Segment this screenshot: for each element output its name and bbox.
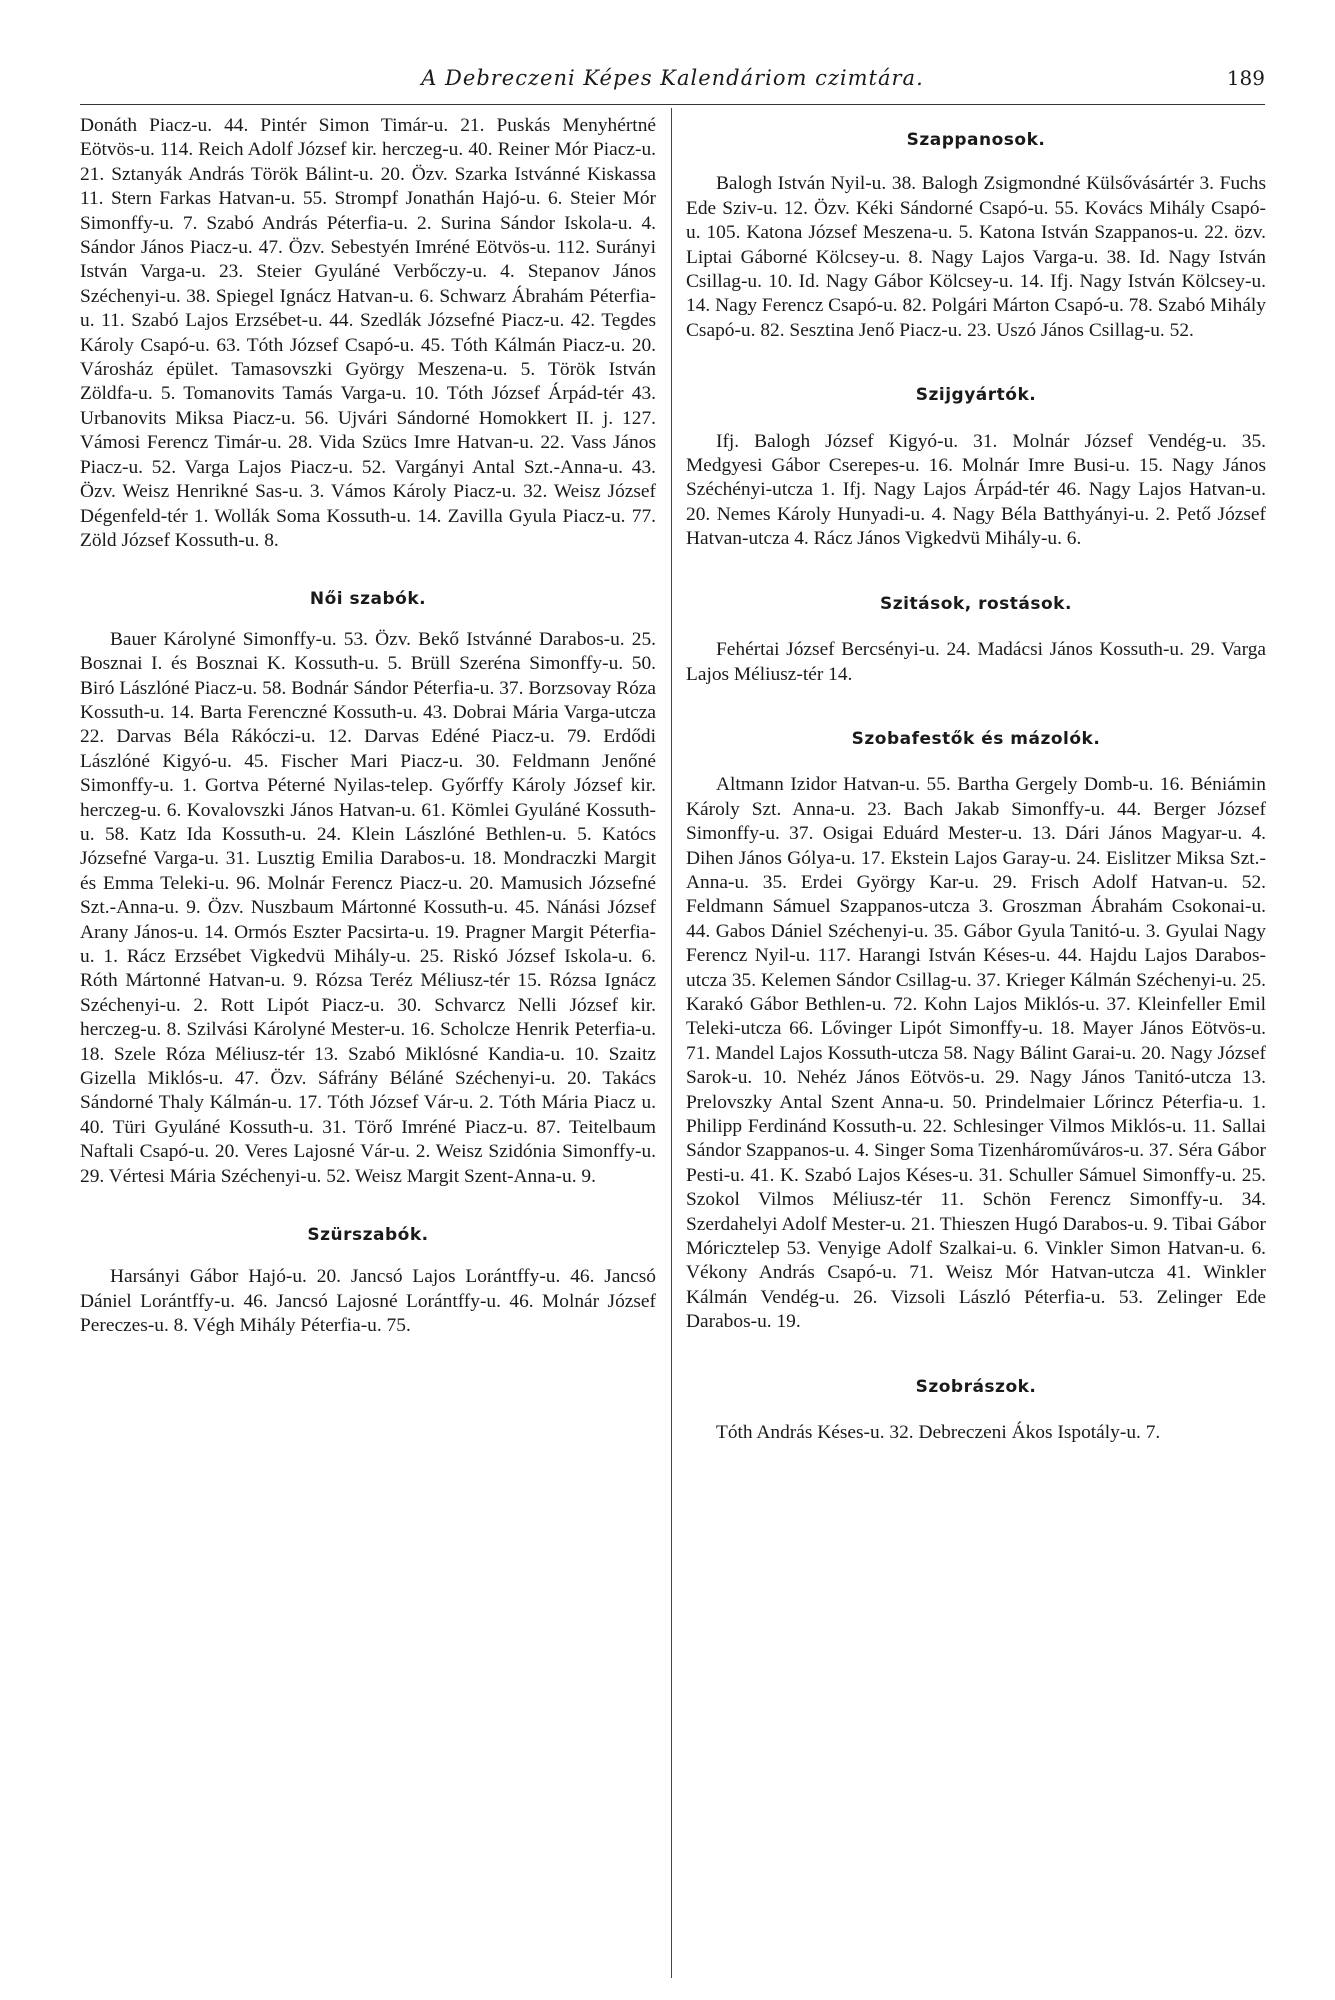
page-header [80,66,1265,106]
continued-entries: Donáth Piacz-u. 44. Pintér Simon Timár-u. 21. Puskás Menyhértné Eötvös-u. 114. Reich Adolf József kir. herczeg-u. 40. Reiner Mór Piacz-u. 21. Sztanyák András Török Bálint-u. 20. Özv. Szarka Istvánné Kiskassa 11. Stern Farkas Hatvan-u. 55. Strompf Jonathán Hajó-u. 6. Steier Mór Simonffy-u. 7. Szabó András Péterfia-u. 2. Surina Sándor Iskola-u. 4. Sándor János Piacz-u. 47. Özv. Sebestyén Imréné Eötvös-u. 112. Surányi István Varga-u. 23. Steier Gyuláné Verbőczy-u. 4. Stepanov János Széchenyi-u. 38. Spiegel Ignácz Hatvan-u. 6. Schwarz Ábrahám Péterfia-u. 11. Szabó Lajos Erzsébet-u. 44. Szedlák Józsefné Piacz-u. 42. Tegdes Károly Csapó-u. 63. Tóth József Csapó-u. 45. Tóth Kálmán Piacz-u. 20. Városház épület. Tamasovszki György Meszena-u. 5. Török István Zöldfa-u. 5. Tomanovits Tamás Varga-u. 10. Tóth József Árpád-tér 43. Urbanovits Miksa Piacz-u. 56. Ujvári Sándorné Homokkert II. j. 127. Vámosi Ferencz Timár-u. 28. Vida Szücs Imre Hatvan-u. 22. Vass János Piacz-u. 52. Varga Lajos Piacz-u. 52. Vargányi Antal Szt.-Anna-u. 43. Özv. Weisz Henrikné Sas-u. 3. Vámos Károly Piacz-u. 32. Weisz József Dégenfeld-tér 1. Wollák Soma Kossuth-u. 14. Zavilla Gyula Piacz-u. 77. Zöld József Kossuth-u. 8. [80,115,656,551]
section-heading-szobafestok: Szobafestők és mázolók. [851,728,1101,749]
page-number: 189 [1226,66,1265,90]
running-title: A Debreczeni Képes Kalendáriom czimtára. [421,66,924,90]
section-text-szijgyartok: Ifj. Balogh József Kigyó-u. 31. Molnár József Vendég-u. 35. Medgyesi Gábor Cserepes-u. 16. Molnár Imre Busi-u. 15. Nagy János Széchényi-utcza 1. Ifj. Nagy Lajos Árpád-tér 46. Nagy Lajos Hatvan-u. 20. Nemes Károly Hunyadi-u. 4. Nagy Béla Batthyányi-u. 2. Pető József Hatvan-utcza 4. Rácz János Vigkedvü Mihály-u. 6. [686,430,1266,550]
section-text-szitasok: Fehértai József Bercsényi-u. 24. Madácsi János Kossuth-u. 29. Varga Lajos Méliusz-tér 14. [686,639,1266,685]
left-column [80,114,656,1974]
section-heading-szitasok: Szitások, rostások. [880,593,1072,614]
section-text-szappanosok: Balogh István Nyil-u. 38. Balogh Zsigmondné Külsővásártér 3. Fuchs Ede Sziv-u. 12. Özv. Kéki Sándorné Csapó-u. 55. Kovács Mihály Csapó-u. 105. Katona József Meszena-u. 5. Katona István Szappanos-u. 22. özv. Liptai Gáborné Kölcsey-u. 8. Nagy Lajos Varga-u. 38. Id. Nagy István Csillag-u. 10. Id. Nagy Gábor Kölcsey-u. 14. Ifj. Nagy István Kölcsey-u. 14. Nagy Ferencz Csapó-u. 82. Polgári Márton Csapó-u. 78. Szabó Mihály Csapó-u. 82. Sesztina Jenő Piacz-u. 23. Uszó János Csillag-u. 52. [686,173,1267,341]
section-heading-noi-szabok: Női szabók. [309,589,427,610]
section-text-szurszabok: Harsányi Gábor Hajó-u. 20. Jancsó Lajos Lorántffy-u. 46. Jancsó Dániel Lorántffy-u. 46. Jancsó Lajosné Lorántffy-u. 46. Molnár József Pereczes-u. 8. Végh Mihály Péterfia-u. 75. [80,1266,656,1337]
section-heading-szurszabok: Szürszabók. [307,1225,429,1246]
section-text-szobafestok: Altmann Izidor Hatvan-u. 55. Bartha Gergely Domb-u. 16. Béniámin Károly Szt. Anna-u. 23. Bach Jakab Simonffy-u. 44. Berger József Simonffy-u. 37. Osigai Eduárd Mester-u. 13. Dári János Magyar-u. 4. Dihen János Gólya-u. 17. Ekstein Lajos Garay-u. 24. Eislitzer Miksa Szt.-Anna-u. 35. Erdei György Kar-u. 29. Frisch Adolf Hatvan-u. 52. Feldmann Sámuel Szappanos-utcza 3. Groszman Ábrahám Csokonai-u. 44. Gabos Dániel Széchenyi-u. 35. Gábor Gyula Tanitó-u. 3. Gyulai Nagy Ferencz Nyil-u. 117. Harangi István Késes-u. 44. Hajdu Lajos Darabos-utcza 35. Kelemen Sándor Csillag-u. 37. Krieger Kálmán Széchenyi-u. 25. Karakó Gábor Bethlen-u. 72. Kohn Lajos Miklós-u. 37. Kleinfeller Emil Teleki-utcza 66. Lővinger Lipót Simonffy-u. 18. Mayer János Eötvös-u. 71. Mandel Lajos Kossuth-utcza 58. Nagy Bálint Garai-u. 20. Nagy József Sarok-u. 10. Nehéz János Eötvös-u. 29. Nagy János Tanitó-utcza 13. Prelovszky Antal Szent Anna-u. 50. Prindelmaier Lőrincz Péterfia-u. 1. Philipp Ferdinánd Kossuth-u. 22. Schlesinger Vilmos Miklós-u. 11. Sallai Sándor Szappanos-u. 4. Singer Soma Tizenhároműváros-u. 37. Séra Gábor Pesti-u. 41. K. Szabó Lajos Késes-u. 31. Schuller Sámuel Simonffy-u. 25. Szokol Vilmos Méliusz-tér 11. Schön Ferencz Simonffy-u. 34. Szerdahelyi Adolf Mester-u. 21. Thieszen Hugó Darabos-u. 9. Tibai Gábor Móricztelep 53. Venyige Adolf Szalkai-u. 6. Vinkler Simon Hatvan-u. 6. Vékony András Csapó-u. 71. Weisz Mór Hatvan-utcza 41. Winkler Kálmán Vendég-u. 26. Vizsoli László Péterfia-u. 53. Zelinger Ede Darabos-u. 19. [686,774,1266,1333]
right-column [686,114,1266,1974]
column-divider [671,108,672,1978]
section-text-noi-szabok: Bauer Károlyné Simonffy-u. 53. Özv. Bekő Istvánné Darabos-u. 25. Bosznai I. és Bosznai K. Kossuth-u. 5. Brüll Szeréna Simonffy-u. 50. Biró Lászlóné Piacz-u. 58. Bodnár Sándor Péterfia-u. 37. Borzsovay Róza Kossuth-u. 14. Barta Ferenczné Kossuth-u. 43. Dobrai Mária Varga-utcza 22. Darvas Béla Rákóczi-u. 12. Darvas Edéné Piacz-u. 79. Erdődi Lászlóné Kigyó-u. 45. Fischer Mari Piacz-u. 30. Feldmann Jenőné Simonffy-u. 1. Gortva Péterné Nyilas-telep. Győrffy Károly József kir. herczeg-u. 6. Kovalovszki János Hatvan-u. 61. Kömlei Gyuláné Kossuth-u. 58. Katz Ida Kossuth-u. 24. Klein Lászlóné Bethlen-u. 5. Katócs Józsefné Varga-u. 31. Lusztig Emilia Darabos-u. 18. Mondraczki Margit és Emma Teleki-u. 96. Molnár Ferencz Piacz-u. 20. Mamusich Józsefné Szt.-Anna-u. 9. Özv. Nuszbaum Mártonné Kossuth-u. 45. Nánási József Arany János-u. 14. Ormós Eszter Pacsirta-u. 19. Pragner Margit Péterfia-u. 1. Rácz Erzsébet Vigkedvü Mihály-u. 25. Riskó József Iskola-u. 6. Róth Mártonné Hatvan-u. 9. Rózsa Teréz Méliusz-tér 15. Rózsa Ignácz Széchenyi-u. 2. Rott Lipót Piacz-u. 30. Schvarcz Nelli József kir. herczeg-u. 8. Szilvási Károlyné Mester-u. 16. Scholcze Henrik Peterfia-u. 18. Szele Róza Méliusz-tér 13. Szabó Miklósné Kandia-u. 10. Szaitz Gizella Miklós-u. 47. Özv. Sáfrány Béláné Széchenyi-u. 20. Takács Sándorné Thaly Kálmán-u. 17. Tóth József Vár-u. 2. Tóth Mária Piacz u. 40. Türi Gyuláné Kossuth-u. 31. Törő Imréné Piacz-u. 87. Teitelbaum Naftali Csapó-u. 20. Veres Lajosné Vár-u. 2. Weisz Szidónia Simonffy-u. 29. Vértesi Mária Széchenyi-u. 52. Weisz Margit Szent-Anna-u. 9. [80,628,656,1187]
section-heading-szobraszok: Szobrászok. [915,1376,1037,1397]
section-heading-szijgyartok: Szijgyártók. [915,385,1037,406]
section-heading-szappanosok: Szappanosok. [906,130,1046,150]
header-rule [80,104,1265,105]
section-text-szobraszok: Tóth András Késes-u. 32. Debreczeni Ákos Ispotály-u. 7. [716,1422,1161,1444]
